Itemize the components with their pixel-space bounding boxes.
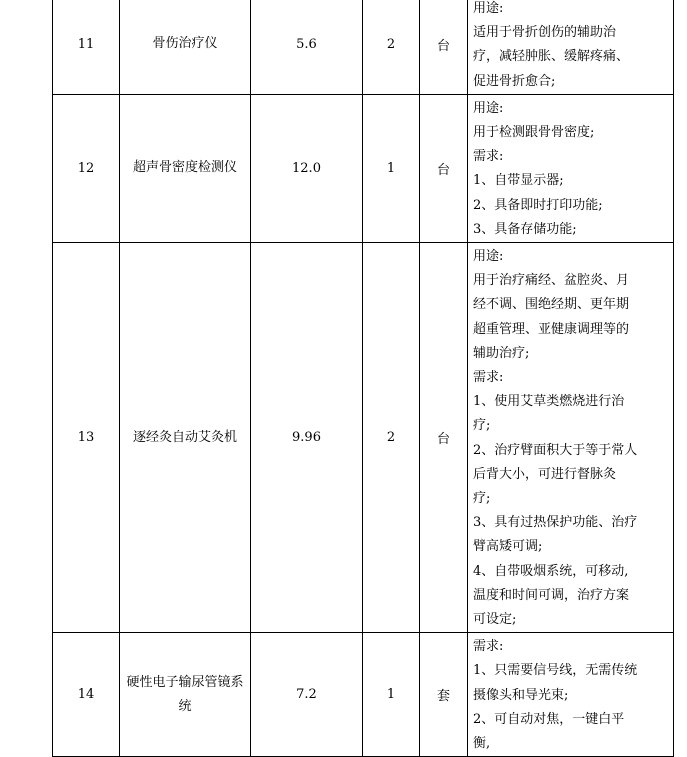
description-line: 辅助治疗; [473,345,530,361]
description-line: 2、治疗臂面积大于等于常人 [473,442,638,458]
item-number: 13 [53,243,120,633]
table-row [53,94,674,242]
item-unit: 台 [420,243,468,633]
item-name-text: 逐经灸自动艾灸机 [132,429,237,445]
description-line: 后背大小，可进行督脉灸 [473,466,617,482]
description-line: 温度和时间可调，治疗方案 [473,587,630,603]
item-price: 12.0 [251,94,363,242]
item-unit: 套 [420,633,468,757]
item-description [468,94,674,242]
item-description [468,633,674,757]
description-line: 2、可自动对焦，一键白平 [473,711,625,727]
item-quantity: 1 [363,94,420,242]
description-line: 适用于骨折创伤的辅助治 [473,25,617,41]
table-row [53,0,674,94]
description-line: 经不调、围绝经期、更年期 [473,297,630,313]
item-unit: 台 [420,94,468,242]
item-number: 14 [53,633,120,757]
table-row [53,243,674,633]
item-description [468,0,674,94]
description-line: 用途: [473,100,504,116]
item-unit: 台 [420,0,468,94]
description-line: 3、具备存储功能; [473,221,577,237]
item-name-text: 超声骨密度检测仪 [132,160,237,176]
item-price: 7.2 [251,633,363,757]
item-quantity: 1 [363,633,420,757]
description-line: 用于治疗痛经、盆腔炎、月 [473,273,630,289]
description-line: 衡, [473,736,491,752]
description-line: 需求: [473,639,504,655]
item-price: 5.6 [251,0,363,94]
item-name: 骨伤治疗仪 [120,0,251,94]
item-number: 11 [53,0,120,94]
description-line: 疗，减轻肿胀、缓解疼痛、 [473,49,630,65]
description-line: 3、具有过热保护功能、治疗 [473,515,638,531]
description-line: 需求: [473,149,504,165]
item-name [120,633,251,757]
description-line: 疗; [473,418,491,434]
description-line: 4、自带吸烟系统，可移动, [473,563,629,579]
description-line: 需求: [473,370,504,386]
item-quantity: 2 [363,243,420,633]
item-number: 12 [53,94,120,242]
table-row [53,633,674,757]
item-name [120,94,251,242]
description-line: 用途: [473,1,504,16]
description-line: 2、具备即时打印功能; [473,197,603,213]
item-name-text: 硬性电子输尿管镜系统 [126,674,244,714]
item-name [120,243,251,633]
description-line: 1、使用艾草类燃烧进行治 [473,394,625,410]
description-line: 1、自带显示器; [473,173,564,189]
description-line: 疗; [473,491,491,507]
item-price: 9.96 [251,243,363,633]
item-quantity: 2 [363,0,420,94]
description-line: 用于检测跟骨骨密度; [473,125,595,141]
description-line: 摄像头和导光束; [473,687,569,703]
equipment-table [52,0,674,757]
description-line: 1、只需要信号线，无需传统 [473,663,638,679]
description-line: 用途: [473,249,504,265]
item-description [468,243,674,633]
description-line: 臂高矮可调; [473,539,543,555]
description-line: 超重管理、亚健康调理等的 [473,321,630,337]
description-line: 可设定; [473,612,517,628]
description-line: 促进骨折愈合; [473,73,556,89]
